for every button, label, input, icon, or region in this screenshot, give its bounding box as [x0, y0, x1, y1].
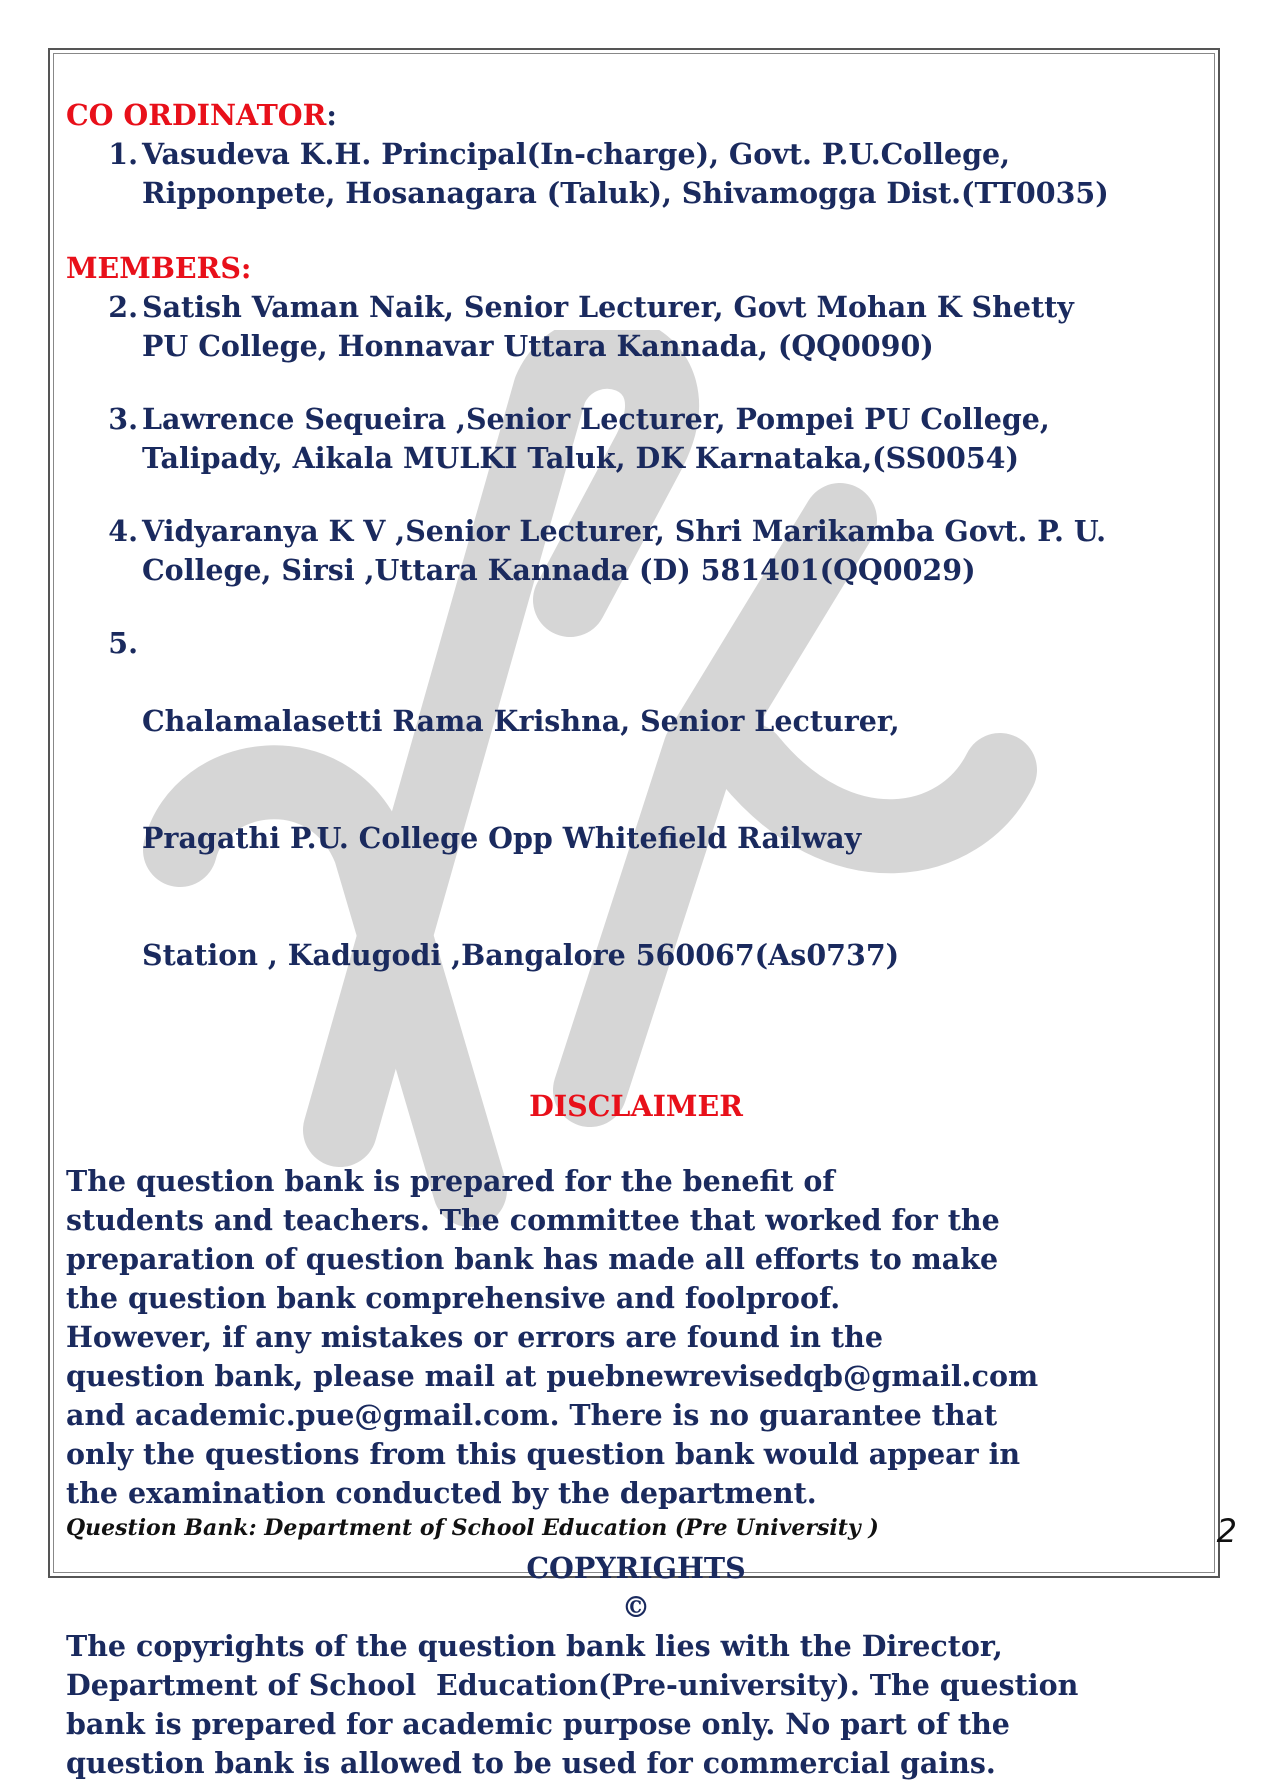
- paragraph-line: The copyrights of the question bank lies with the Director,: [66, 1629, 1003, 1663]
- paragraph-line: bank is prepared for academic purpose only. No part of the: [66, 1707, 1010, 1741]
- page-footer: Question Bank: Department of School Education (Pre University ): [66, 1515, 879, 1541]
- entry-line: Vasudeva K.H. Principal(In-charge), Govt. P.U.College,: [142, 137, 1011, 171]
- paragraph-line: question bank is allowed to be used for commercial gains.: [66, 1746, 996, 1780]
- entry-line: Chalamalasetti Rama Krishna, Senior Lecturer,: [142, 704, 900, 738]
- entry-line: Ripponpete, Hosanagara (Taluk), Shivamogga Dist.(TT0035): [142, 176, 1109, 210]
- entry-line: Pragathi P.U. College Opp Whitefield Railway: [142, 821, 862, 855]
- entry-line: College, Sirsi ,Uttara Kannada (D) 581401(QQ0029): [142, 553, 976, 587]
- paragraph-line: and academic.pue@gmail.com. There is no guarantee that: [66, 1398, 998, 1432]
- paragraph-line: preparation of question bank has made all efforts to make: [66, 1242, 999, 1276]
- member-entry: [66, 288, 1206, 366]
- disclaimer-paragraph: [66, 1162, 1206, 1513]
- entry-number: 4.: [108, 514, 138, 548]
- entry-number: 2.: [108, 290, 138, 324]
- entry-line: PU College, Honnavar Uttara Kannada, (QQ0090): [142, 329, 934, 363]
- paragraph-line: The question bank is prepared for the benefit of: [66, 1164, 835, 1198]
- paragraph-line: the question bank comprehensive and foolproof.: [66, 1281, 841, 1315]
- entry-line: Talipady, Aikala MULKI Taluk, DK Karnataka,(SS0054): [142, 441, 1019, 475]
- paragraph-line: question bank, please mail at puebnewrevisedqb@gmail.com: [66, 1359, 1039, 1393]
- copyrights-paragraph: [66, 1627, 1206, 1783]
- members-heading: MEMBERS:: [66, 251, 252, 285]
- member-entry: [66, 512, 1206, 590]
- paragraph-line: the examination conducted by the department.: [66, 1476, 817, 1510]
- entry-line: Station , Kadugodi ,Bangalore 560067(As0737): [142, 938, 900, 972]
- page-number: 2: [1216, 1512, 1237, 1550]
- member-entry: [66, 624, 1206, 1053]
- paragraph-line: students and teachers. The committee that worked for the: [66, 1203, 1000, 1237]
- copyright-symbol: ©: [621, 1590, 651, 1624]
- copyrights-heading: COPYRIGHTS: [526, 1551, 746, 1585]
- coordinator-entry: [66, 135, 1206, 213]
- paragraph-line: only the questions from this question bank would appear in: [66, 1437, 1021, 1471]
- entry-line: Lawrence Sequeira ,Senior Lecturer, Pompei PU College,: [142, 402, 1050, 436]
- paragraph-line: However, if any mistakes or errors are found in the: [66, 1320, 883, 1354]
- coordinator-heading-colon: :: [326, 98, 337, 132]
- entry-number: 1.: [108, 137, 138, 171]
- coordinator-heading: [66, 96, 1206, 135]
- entry-line: Satish Vaman Naik, Senior Lecturer, Govt Mohan K Shetty: [142, 290, 1074, 324]
- member-entry: [66, 400, 1206, 478]
- entry-line: Vidyaranya K V ,Senior Lecturer, Shri Marikamba Govt. P. U.: [142, 514, 1106, 548]
- coordinator-heading-text: CO ORDINATOR: [66, 98, 327, 132]
- entry-number: 5.: [108, 626, 138, 660]
- paragraph-line: Department of School Education(Pre-university). The question: [66, 1668, 1079, 1702]
- entry-number: 3.: [108, 402, 138, 436]
- disclaimer-heading: DISCLAIMER: [529, 1089, 743, 1123]
